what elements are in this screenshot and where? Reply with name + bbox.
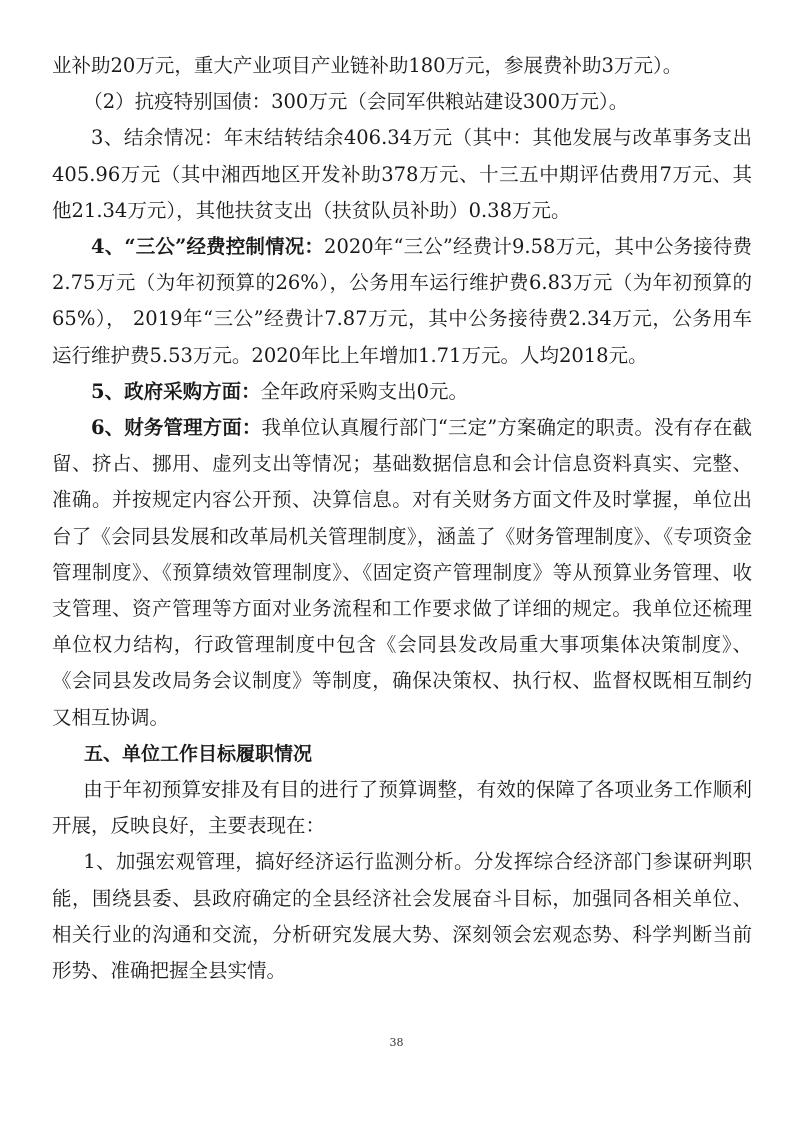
paragraph-balance: 3、结余情况：年末结转结余406.34万元（其中：其他发展与改革事务支出405.96万元（其中湘西地区开发补助378万元、十三五中期评估费用7万元、其他21.34万元），其他扶贫支出（扶贫队员补助）0.38万元。 xyxy=(52,126,752,222)
section-heading-five: 五、单位工作目标履职情况 xyxy=(84,742,313,765)
procurement-label: 5、政府采购方面： xyxy=(91,379,261,403)
financial-management-label: 6、财务管理方面： xyxy=(91,416,262,440)
paragraph-budget-adjustment: 由于年初预算安排及有目的进行了预算调整，有效的保障了各项业务工作顺利开展，反映良好，主要表现在： xyxy=(52,778,752,838)
paragraph-procurement xyxy=(52,374,752,410)
procurement-text: 全年政府采购支出0元。 xyxy=(260,379,468,403)
page-number: 38 xyxy=(389,1036,404,1049)
paragraph-anti-epidemic-bonds: （2）抗疫特别国债：300万元（会同军供粮站建设300万元）。 xyxy=(83,90,629,114)
document-body xyxy=(52,48,752,989)
paragraph-subsidy-continuation: 业补助20万元，重大产业项目产业链补助180万元，参展费补助3万元）。 xyxy=(52,54,683,77)
paragraph-financial-management xyxy=(52,410,752,736)
paragraph-macro-management: 1、加强宏观管理，搞好经济运行监测分析。分发挥综合经济部门参谋研判职能，围绕县委、县政府确定的全县经济社会发展奋斗目标，加强同各相关单位、相关行业的沟通和交流，分析研究发展大势、深刻领会宏观态势、科学判断当前形势、准确把握全县实情。 xyxy=(52,850,752,983)
paragraph-three-public xyxy=(52,229,752,374)
three-public-text: 2020年“三公”经费计9.58万元，其中公务接待费2.75万元（为年初预算的26%），公务用车运行维护费6.83万元（为年初预算的65%）， 2019年“三公”经费计7.87万元，其中公务接待费2.34万元，公务用车运行维护费5.53万元。2020年比上年增加1.71万元。人均2018元。 xyxy=(52,235,752,367)
three-public-label: 4、“三公”经费控制情况： xyxy=(91,235,325,259)
financial-management-text: 我单位认真履行部门“三定”方案确定的职责。没有存在截留、挤占、挪用、虚列支出等情况；基础数据信息和会计信息资料真实、完整、准确。并按规定内容公开预、决算信息。对有关财务方面文件及时掌握，单位出台了《会同县发展和改革局机关管理制度》，涵盖了《财务管理制度》、《专项资金管理制度》、《预算绩效管理制度》、《固定资产管理制度》等从预算业务管理、收支管理、资产管理等方面对业务流程和工作要求做了详细的规定。我单位还梳理单位权力结构，行政管理制度中包含《会同县发改局重大事项集体决策制度》、《会同县发改局务会议制度》等制度，确保决策权、执行权、监督权既相互制约又相互协调。 xyxy=(52,416,752,729)
